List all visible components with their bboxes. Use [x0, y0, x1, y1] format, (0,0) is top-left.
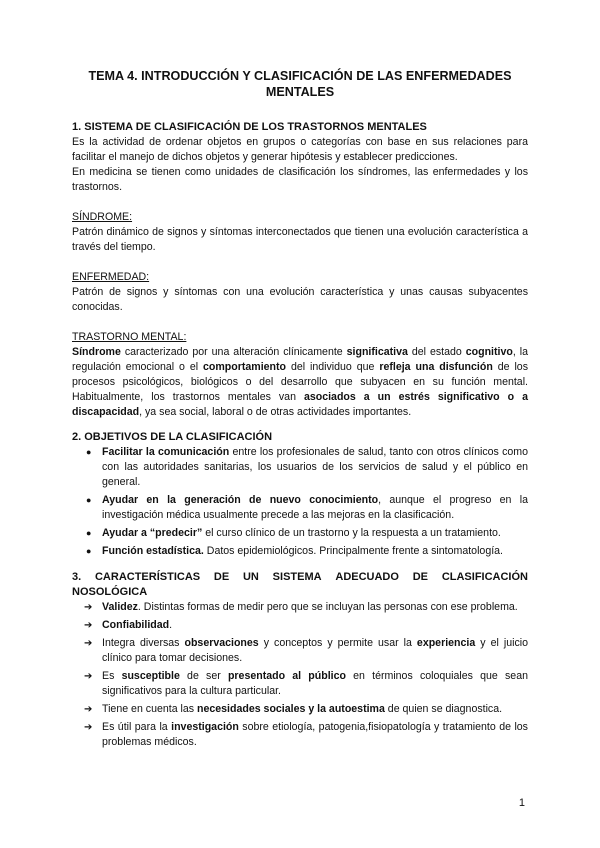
document-title: TEMA 4. INTRODUCCIÓN Y CLASIFICACIÓN DE LAS ENFERMEDADES MENTALES — [88, 69, 512, 99]
document-page — [72, 68, 528, 753]
paragraph: Es la actividad de ordenar objetos en grupos o categorías con base en sus relaciones para facilitar el manejo de dichos objetos y generar hipótesis y establecer predicciones. — [72, 136, 528, 163]
arrow-icon: ➔ — [84, 620, 93, 631]
sindrome-label: SÍNDROME: — [72, 211, 133, 223]
list-item: ● Facilitar la comunicación entre los profesionales de salud, tanto con otros clínicos como con las autoridades sanitarias, los usuarios de los servicios de salud y el público en general. — [102, 445, 528, 490]
characteristics-list — [72, 600, 528, 750]
list-item: ● Ayudar en la generación de nuevo conocimiento, aunque el progreso en la investigación médica usualmente precede a las mejoras en la clasificación. — [102, 493, 528, 523]
enfermedad-definition: Patrón de signos y síntomas con una evolución característica y unas causas subyacentes conocidas. — [72, 286, 528, 313]
list-item: ➔ Es útil para la investigación sobre etiología, patogenia,fisiopatología y tratamiento de los problemas médicos. — [84, 721, 528, 748]
section-2-heading: 2. OBJETIVOS DE LA CLASIFICACIÓN — [72, 431, 273, 443]
sindrome-definition: Patrón dinámico de signos y síntomas interconectados que tienen una evolución característica a través del tiempo. — [72, 226, 528, 253]
page-number: 1 — [518, 797, 525, 809]
list-item: ➔ Confiabilidad. — [84, 619, 173, 631]
list-item: ➔ Es susceptible de ser presentado al público en términos coloquiales que sean significativos para la cultura particular. — [84, 670, 528, 697]
enfermedad-label: ENFERMEDAD: — [72, 271, 150, 283]
objectives-list — [72, 445, 528, 559]
trastorno-label: TRASTORNO MENTAL: — [72, 331, 187, 343]
section-3-heading-line2: NOSOLÓGICA — [72, 586, 148, 598]
arrow-icon: ➔ — [84, 704, 93, 715]
list-item: ● Función estadística. Datos epidemiológicos. Principalmente frente a sintomatología. — [102, 544, 528, 559]
section-3-heading: 3. CARACTERÍSTICAS DE UN SISTEMA ADECUADO DE CLASIFICACIÓN — [72, 571, 528, 583]
list-item: ➔ Tiene en cuenta las necesidades sociales y la autoestima de quien se diagnostica. — [84, 703, 503, 715]
paragraph: En medicina se tienen como unidades de clasificación los síndromes, las enfermedades y los trastornos. — [72, 166, 528, 193]
section-1-heading: 1. SISTEMA DE CLASIFICACIÓN DE LOS TRASTORNOS MENTALES — [72, 121, 427, 133]
list-item: ● Ayudar a “predecir” el curso clínico de un trastorno y la respuesta a un tratamiento. — [102, 526, 528, 541]
arrow-icon: ➔ — [84, 638, 93, 649]
arrow-icon: ➔ — [84, 602, 93, 613]
list-item: ➔ Integra diversas observaciones y conceptos y permite usar la experiencia y el juicio clínico para tomar decisiones. — [84, 637, 528, 664]
list-item: ➔ Validez. Distintas formas de medir pero que se incluyan las personas con ese problema. — [84, 601, 518, 613]
arrow-icon: ➔ — [84, 671, 93, 682]
arrow-icon: ➔ — [84, 722, 93, 733]
trastorno-definition: Síndrome caracterizado por una alteración clínicamente significativa del estado cognitivo, la regulación emocional o el comportamiento del individuo que refleja una disfunción de los procesos psicológicos, biológicos o del desarrollo que subyacen en su función mental. Habitualmente, los trastornos mentales van asociados a un estrés significativo o a discapacidad, ya sea social, laboral o de otras actividades importantes. — [72, 346, 528, 418]
